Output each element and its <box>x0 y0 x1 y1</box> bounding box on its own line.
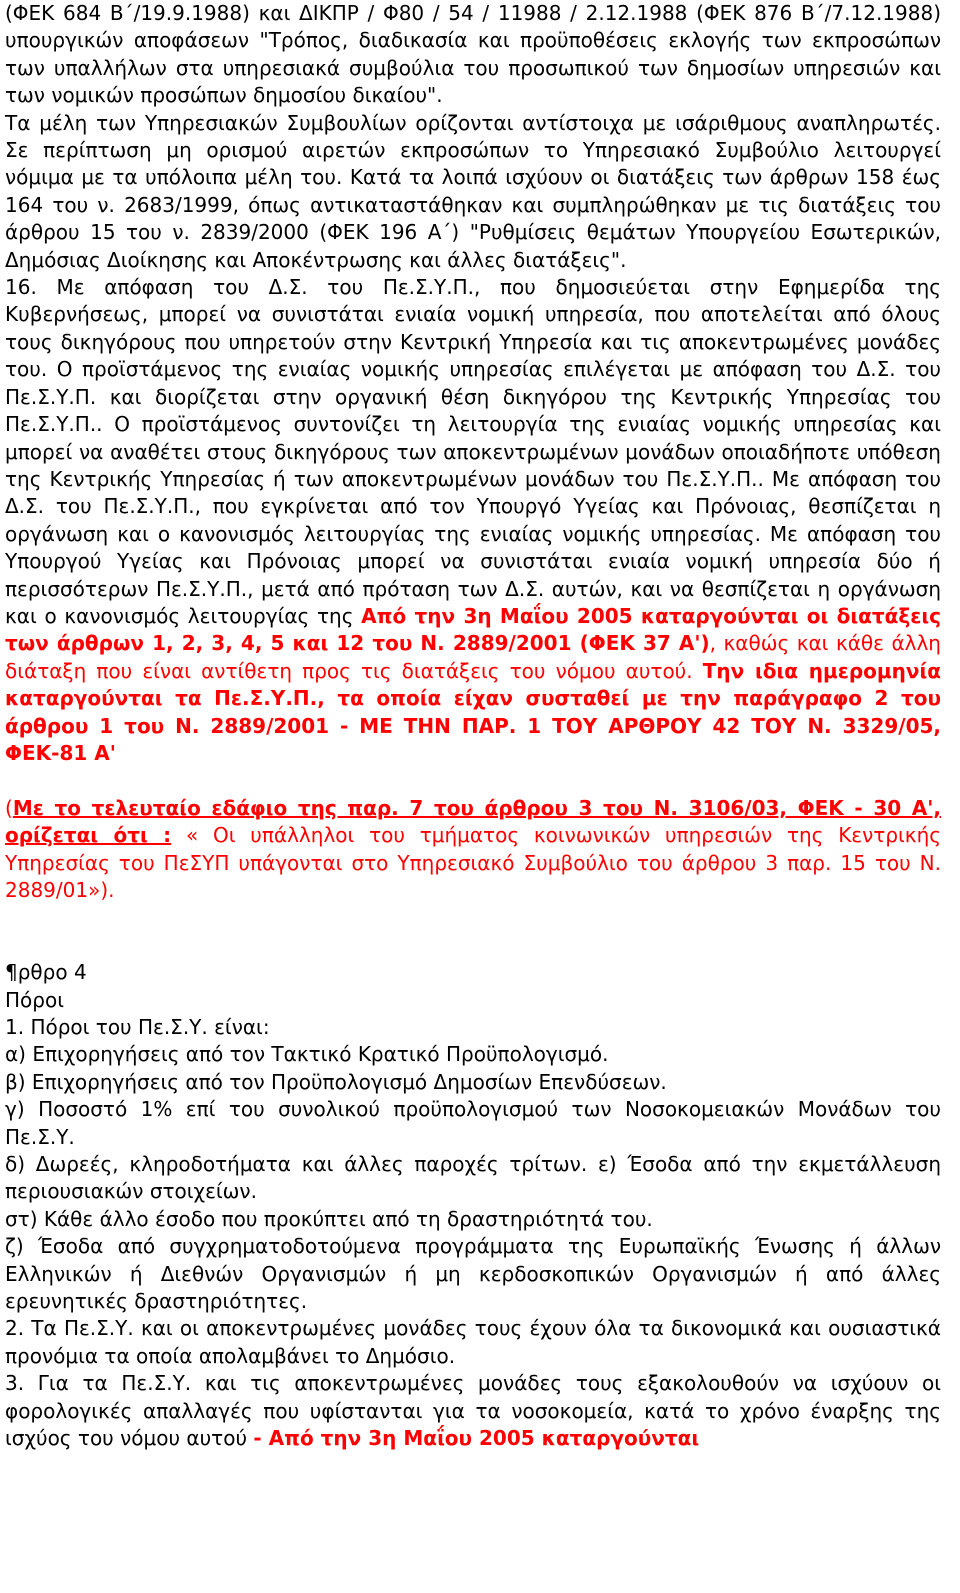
list-item: α) Επιχορηγήσεις από τον Τακτικό Κρατικό Προϋπολογισμό. <box>5 1042 609 1067</box>
amendment-repeal-continuation: , καθώς και κάθε άλλη διάταξη που είναι αντίθετη προς τις διατάξεις του νόμου αυτού. <box>5 631 941 683</box>
spacer <box>5 904 941 959</box>
amendment-abolition-text: Την ιδια ημερομηνία καταργούνται τα Πε.Σ.Υ.Π., τα οποία είχαν συσταθεί με την παράγραφο 2 του άρθρου 1 του Ν. 2889/2001 - ΜΕ ΤΗΝ ΠΑΡ. 1 ΤΟΥ ΑΡΘΡΟΥ 42 ΤΟΥ Ν. 3329/05, ΦΕΚ-81 Α' <box>5 658 941 765</box>
list-item: 1. Πόροι του Πε.Σ.Υ. είναι: <box>5 1015 270 1039</box>
list-item: γ) Ποσοστό 1% επί του συνολικού προϋπολογισμού των Νοσοκομειακών Μονάδων του Πε.Σ.Υ. <box>5 1097 941 1149</box>
amendment-repeal-tail: - Από την 3η Μαΐου 2005 καταργούνται <box>253 1426 700 1451</box>
list-item: στ) Κάθε άλλο έσοδο που προκύπτει από τη δραστηριότητά του. <box>5 1206 653 1231</box>
article-title: Πόροι <box>5 987 64 1012</box>
resources-list <box>5 1014 941 1370</box>
top-paragraph: (ΦΕΚ 684 Β΄/19.9.1988) και ΔΙΚΠΡ / Φ80 / 54 / 11988 / 2.12.1988 (ΦΕΚ 876 Β΄/7.12.1988) υπουργικών αποφάσεων "Τρόπος, διαδικασία και προϋποθέσεις εκλογής των εκπροσώπων των υπαλλήλων στα υπηρεσιακά συμβούλια του προσωπικού των δημοσίων υπηρεσιών και των νομικών προσώπων δημοσίου δικαίου". <box>5 1 941 108</box>
document-page <box>5 0 941 1453</box>
list-item: ζ) Έσοδα από συγχρηματοδοτούμενα προγράμματα της Ευρωπαϊκής Ένωσης ή άλλων Ελληνικών ή Διεθνών Οργανισμών ή μη κερδοσκοπικών Οργανισμών ή από άλλες ερευνητικές δραστηριότητες. <box>5 1234 941 1314</box>
paragraph-16 <box>5 274 941 767</box>
note-open-paren: ( <box>5 795 13 820</box>
paragraph-16-text: 16. Με απόφαση του Δ.Σ. του Πε.Σ.Υ.Π., που δημοσιεύεται στην Εφημερίδα της Κυβερνήσεως, μπορεί να συνιστάται ενιαία νομική υπηρεσία, που αποτελείται από όλους τους δικηγόρους που υπηρετούν στην Κεντρική Υπηρεσία και τις αποκεντρωμένες μονάδες του. Ο προϊστάμενος της ενιαίας νομικής υπηρεσίας επιλέγεται με απόφαση του Δ.Σ. του Πε.Σ.Υ.Π. και διορίζεται στην οργανική θέση δικηγόρου της Κεντρικής Υπηρεσίας του Πε.Σ.Υ.Π.. Ο προϊστάμενος συντονίζει τη λειτουργία της ενιαίας νομικής υπηρεσίας και μπορεί να αναθέτει στους δικηγόρους των αποκεντρωμένων μονάδων οποιαδήποτε υπόθεση της Κεντρικής Υπηρεσίας ή των αποκεντρωμένων μονάδων του Πε.Σ.Υ.Π.. Με απόφαση του Δ.Σ. του Πε.Σ.Υ.Π., που εγκρίνεται από τον Υπουργό Υγείας και Πρόνοιας, θεσπίζεται η οργάνωση και ο κανονισμός λειτουργίας της ενιαίας νομικής υπηρεσίας. Με απόφαση του Υπουργού Υγείας και Πρόνοιας μπορεί να συνιστάται ενιαία νομική υπηρεσία δύο ή περισσότερων Πε.Σ.Υ.Π., μετά από πρόταση των Δ.Σ. αυτών, και να θεσπίζεται η οργάνωση και ο κανονισμός λειτουργίας της <box>5 275 941 628</box>
members-paragraph: Τα μέλη των Υπηρεσιακών Συμβουλίων ορίζονται αντίστοιχα με ισάριθμους αναπληρωτές. Σε περίπτωση μη ορισμού αιρετών εκπροσώπων το Υπηρεσιακό Συμβούλιο λειτουργεί νόμιμα με τα υπόλοιπα μέλη του. Κατά τα λοιπά ισχύουν οι διατάξεις των άρθρων 158 έως 164 του ν. 2683/1999, όπως αντικαταστάθηκαν και συμπληρώθηκαν με τις διατάξεις του άρθρου 15 του ν. 2839/2000 (ΦΕΚ 196 Α΄) "Ρυθμίσεις θεμάτων Υπουργείου Εσωτερικών, Δημόσιας Διοίκησης και Αποκέντρωσης και άλλες διατάξεις". <box>5 110 941 272</box>
paragraph-3 <box>5 1370 941 1452</box>
amendment-repeal-text: Από την 3η Μαΐου 2005 καταργούνται οι διατάξεις των άρθρων 1, 2, 3, 4, 5 και 12 του Ν. 2889/2001 (ΦΕΚ 37 Α') <box>5 603 941 656</box>
paragraph-3-text: 3. Για τα Πε.Σ.Υ. και τις αποκεντρωμένες μονάδες τους εξακολουθούν να ισχύουν οι φορολογικές απαλλαγές που υφίστανται για τα νοσοκομεία, κατά το χρόνο έναρξης της ισχύος του νόμου αυτού <box>5 1371 941 1451</box>
note-reference-underlined: Με το τελευταίο εδάφιο της παρ. 7 του άρθρου 3 του Ν. 3106/03, ΦΕΚ - 30 Α', ορίζεται ότι : <box>5 795 941 848</box>
amendment-note <box>5 795 941 905</box>
list-item: 2. Τα Πε.Σ.Υ. και οι αποκεντρωμένες μονάδες τους έχουν όλα τα δικονομικά και ουσιαστικά προνόμια τα οποία απολαμβάνει το Δημόσιο. <box>5 1316 941 1368</box>
spacer <box>5 767 941 794</box>
list-item: δ) Δωρεές, κληροδοτήματα και άλλες παροχές τρίτων. ε) Έσοδα από την εκμετάλλευση περιουσιακών στοιχείων. <box>5 1152 941 1204</box>
list-item: β) Επιχορηγήσεις από τον Προϋπολογισμό Δημοσίων Επενδύσεων. <box>5 1069 667 1094</box>
note-body: « Οι υπάλληλοι του τμήματος κοινωνικών υπηρεσιών της Κεντρικής Υπηρεσίας του ΠεΣΥΠ υπάγονται στο Υπηρεσιακό Συμβούλιο του άρθρου 3 παρ. 15 του Ν. 2889/01»). <box>5 823 941 902</box>
article-heading: ¶ρθρο 4 <box>5 960 87 985</box>
